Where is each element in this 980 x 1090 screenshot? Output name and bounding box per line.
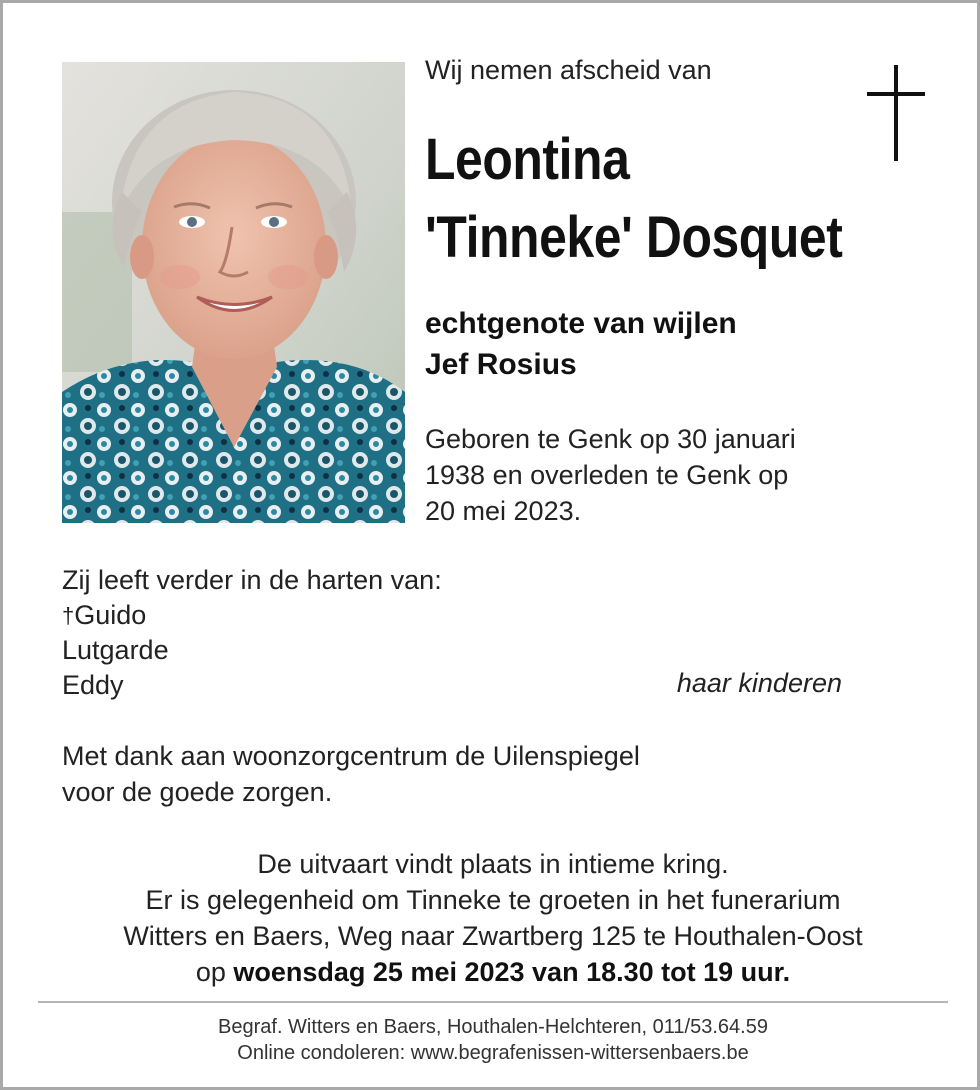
thanks-line-1: Met dank aan woonzorgcentrum de Uilenspiegel: [62, 741, 640, 771]
thanks-text: [62, 738, 640, 810]
footer: [3, 1014, 980, 1066]
funeral-line-1: De uitvaart vindt plaats in intieme kring.: [257, 849, 729, 879]
funeral-line-2: Er is gelegenheid om Tinneke te groeten in het funerarium: [145, 885, 841, 915]
funeral-line-4: [3, 954, 980, 990]
intro-text: Wij nemen afscheid van: [425, 55, 712, 85]
child-name: Guido: [74, 600, 147, 630]
name-line-2: 'Tinneke' Dosquet: [425, 205, 843, 270]
relation-label: haar kinderen: [676, 668, 842, 698]
child-item: Lutgarde: [62, 635, 169, 665]
funeral-info: [3, 846, 980, 990]
latin-cross-icon: [867, 65, 925, 161]
footer-line-1: Begraf. Witters en Baers, Houthalen-Helchteren, 011/53.64.59: [218, 1016, 768, 1038]
footer-divider: [38, 1001, 948, 1003]
name-line-1: Leontina: [425, 127, 630, 192]
spouse-info: [425, 303, 737, 385]
portrait-illustration: [62, 62, 405, 523]
thanks-line-2: voor de goede zorgen.: [62, 777, 333, 807]
spouse-line-1: echtgenote van wijlen: [425, 307, 737, 340]
child-item: Eddy: [62, 670, 124, 700]
footer-line-2: Online condoleren: www.begrafenissen-wittersenbaers.be: [237, 1042, 749, 1064]
funeral-date: woensdag 25 mei 2023 van 18.30 tot 19 uur.: [233, 957, 791, 987]
deceased-name: [425, 121, 842, 277]
child-item: [62, 598, 442, 633]
funeral-date-prefix: op: [195, 957, 226, 987]
birth-line-1: Geboren te Genk op 30 januari: [425, 424, 796, 454]
survivors-heading: Zij leeft verder in de harten van:: [62, 565, 442, 595]
small-cross-icon: †: [62, 603, 75, 628]
portrait-photo: [62, 62, 405, 523]
spouse-line-2: Jef Rosius: [425, 348, 577, 381]
birth-death-info: [425, 421, 796, 529]
birth-line-2: 1938 en overleden te Genk op: [425, 460, 789, 490]
funeral-line-3: Witters en Baers, Weg naar Zwartberg 125 te Houthalen-Oost: [123, 921, 863, 951]
birth-line-3: 20 mei 2023.: [425, 496, 582, 526]
survivors-section: [62, 563, 442, 703]
